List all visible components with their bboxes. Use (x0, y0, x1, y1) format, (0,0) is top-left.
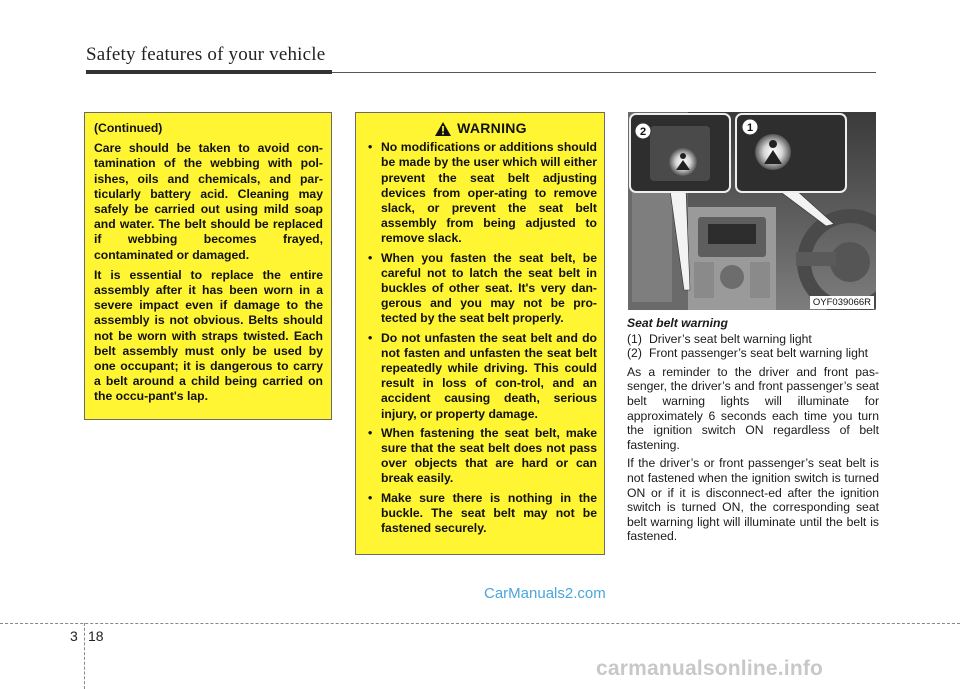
warning-item: • Make sure there is nothing in the buckle. The seat belt may not be fastened securely. (365, 491, 597, 537)
warning-title: WARNING (457, 120, 527, 136)
warning-box (355, 112, 605, 555)
warning-header (365, 121, 597, 136)
footer-rule (0, 623, 960, 624)
header-rule (86, 70, 332, 74)
dashboard-illustration (628, 112, 876, 310)
callout-1-label: 1 (746, 122, 754, 134)
warning-item: • Do not unfasten the seat belt and do not fasten and unfasten the seat belt repeatedly while driving. This could result in loss of con-trol, and an accident causing death, serious injury, or property damage. (365, 331, 597, 422)
footer-divider (84, 623, 85, 689)
dashboard-photo (628, 112, 876, 310)
list-item (627, 346, 879, 361)
body-paragraph: As a reminder to the driver and front pas-senger, the driver’s and front passenger’s seat belt warning lights will illuminate for approximately 6 seconds each time you turn the ignition switch ON regardless of belt fastening. (627, 364, 879, 452)
continued-paragraph: Care should be taken to avoid con-tamination of the webbing with pol-ishes, oils and chemicals, and par-ticularly battery acid. Cleaning may safely be carried out using mild soap and water. The belt should be replaced if webbing becomes frayed, contaminated or damaged. (94, 141, 323, 262)
callout-2-label: 2 (639, 126, 647, 138)
warning-item: • No modifications or additions should be made by the user which will either prevent the seat belt adjusting devices from oper-ating to remove slack, or prevent the seat belt assembly from being adjusted to remove slack. (365, 140, 597, 246)
list-item (627, 332, 879, 347)
continued-caution-box (84, 112, 332, 420)
list-item-number: (1) (627, 331, 642, 346)
body-paragraph: If the driver’s or front passenger’s seat belt is not fastened when the ignition switch is turned ON or if it is disconnect-ed after the ignition switch is turned ON, the corresponding seat belt warning light will illuminate until the belt is fastened. (627, 456, 879, 544)
header-rule-thin (332, 72, 876, 73)
continued-heading: (Continued) (94, 121, 163, 135)
list-item-text: Driver’s seat belt warning light (649, 331, 812, 346)
warning-triangle-icon (435, 122, 451, 136)
watermark-link[interactable]: CarManuals2.com (484, 585, 606, 602)
page-number: 18 (88, 628, 104, 644)
seat-belt-warning-section (627, 316, 879, 544)
warning-item: • When you fasten the seat belt, be careful not to latch the seat belt in buckles of other seat. It's very dan-gerous and you may not be pro-tected by the seat belt properly. (365, 251, 597, 327)
warning-item: • When fastening the seat belt, make sure that the seat belt does not pass over objects that are hard or can break easily. (365, 426, 597, 487)
chapter-number: 3 (70, 628, 78, 644)
page-header-title: Safety features of your vehicle (86, 44, 326, 65)
site-watermark: carmanualsonline.info (596, 657, 824, 680)
list-item-number: (2) (627, 346, 642, 361)
figure-code: OYF039066R (810, 296, 874, 309)
continued-paragraph: It is essential to replace the entire assembly after it has been worn in a severe impact even if damage to the assembly is not obvious. Belts should not be worn with straps twisted. Each belt assembly must only be used by one occupant; it is dangerous to carry a belt around a child being carried on the occu-pant's lap. (94, 267, 323, 404)
list-item-text: Front passenger’s seat belt warning light (649, 346, 869, 361)
section-title: Seat belt warning (627, 316, 728, 330)
warning-list (365, 140, 597, 536)
